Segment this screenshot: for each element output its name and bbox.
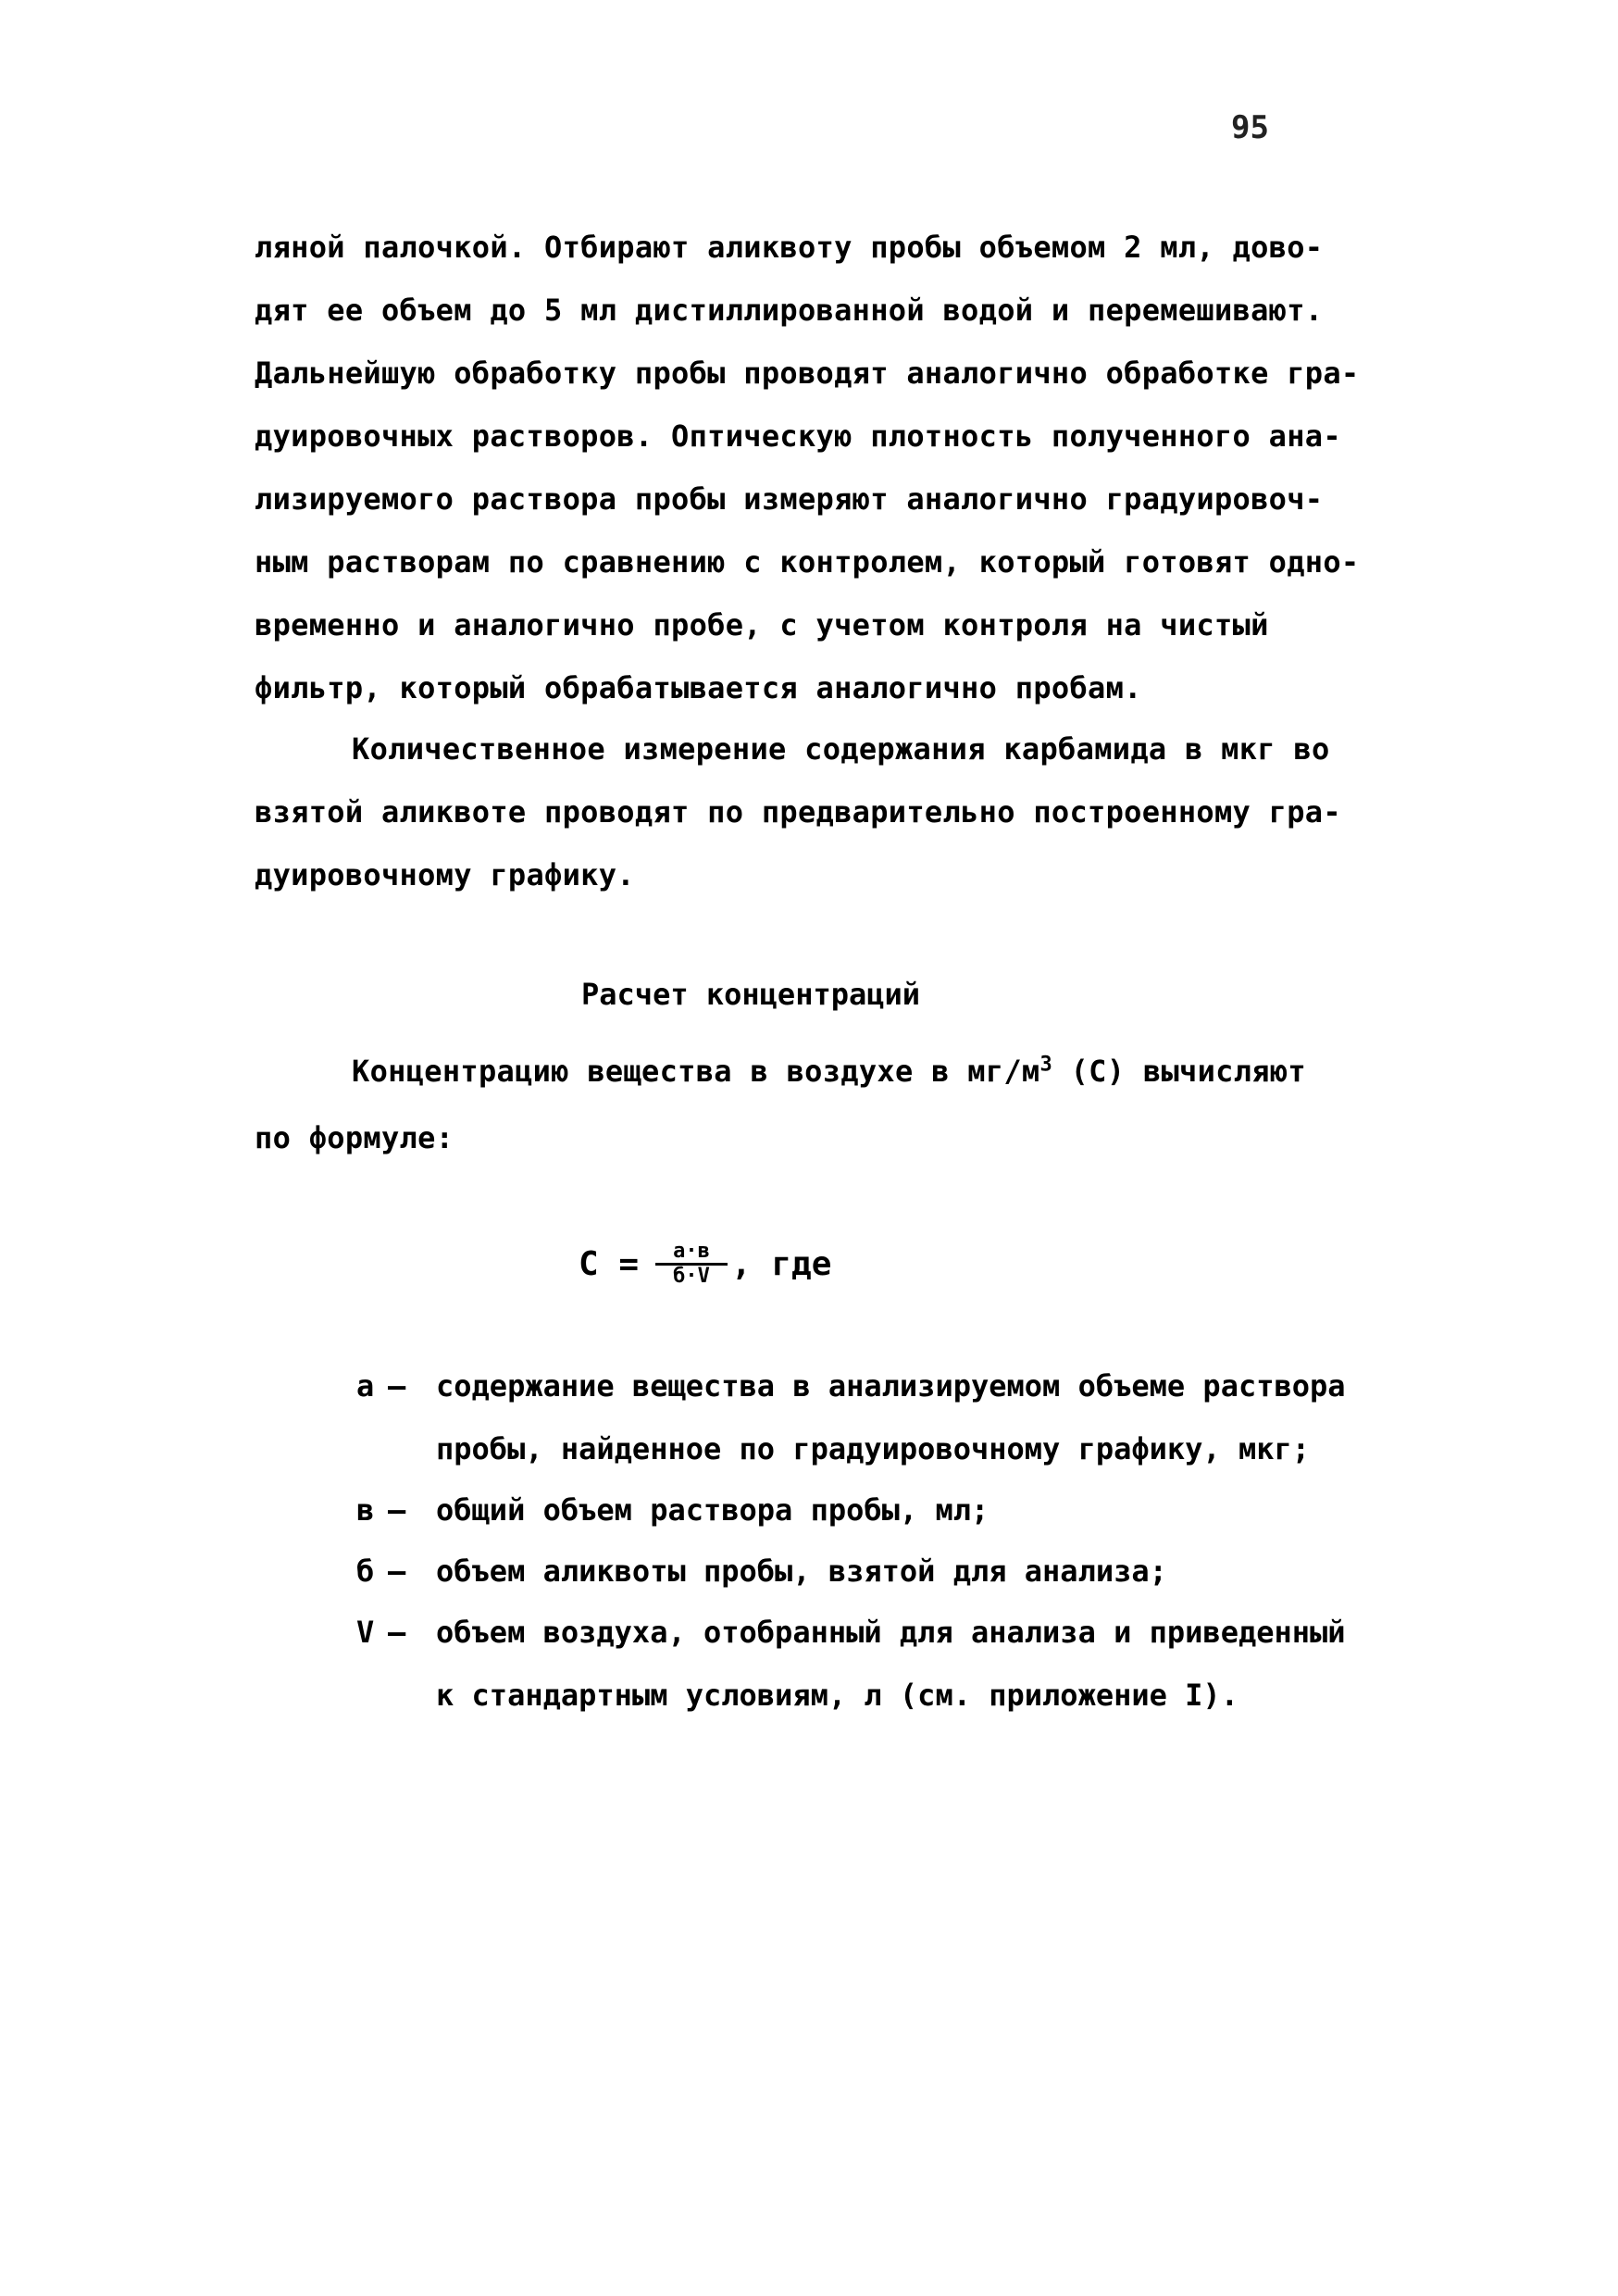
paragraph1-line: ляной палочкой. Отбирают аликвоту пробы объемом 2 мл, дово- [255,230,1324,265]
definition-text: общий объем раствора пробы, мл; [436,1492,989,1528]
definition-dash: – [388,1615,406,1650]
definition-item [356,1615,1346,1650]
paragraph2-line: взятой аликвоте проводят по предварительно построенному гра- [255,794,1341,830]
formula-intro-line [352,1054,1306,1089]
paragraph1-line: фильтр, который обрабатывается аналогично пробам. [255,670,1142,705]
definition-dash: – [388,1492,406,1528]
section-heading: Расчет концентраций [581,977,921,1012]
paragraph1-line: ным растворам по сравнению с контролем, который готовят одно- [255,544,1360,580]
formula-intro-line2: по формуле: [255,1120,454,1155]
definition-text: объем воздуха, отобранный для анализа и приведенный [436,1615,1346,1650]
intro-text-end: (С) вычисляют [1052,1054,1306,1089]
definition-symbol: в [356,1492,375,1528]
definition-dash: – [388,1554,406,1589]
definition-symbol: б [356,1554,375,1589]
formula-denominator: б·V [673,1264,710,1288]
paragraph1-line: дят ее объем до 5 мл дистиллированной водой и перемешивают. [255,293,1324,328]
intro-text: Концентрацию вещества в воздухе в мг/м [352,1054,1040,1089]
definition-item [356,1492,989,1528]
paragraph2-line: Количественное измерение содержания карбамида в мкг во [352,731,1330,767]
formula-lhs: С = [579,1244,640,1283]
paragraph2-line: дуировочному графику. [255,857,635,892]
definition-item [356,1554,1167,1589]
formula-numerator: а·в [673,1239,710,1263]
definition-dash: – [388,1368,406,1404]
definition-text-continued: пробы, найденное по градуировочному графику, мкг; [436,1431,1311,1466]
paragraph1-line: лизируемого раствора пробы измеряют аналогично градуировоч- [255,481,1324,517]
definition-symbol: а [356,1368,375,1404]
page-number: 95 [1231,109,1269,146]
unit-superscript: 3 [1039,1053,1053,1077]
definition-text: содержание вещества в анализируемом объеме раствора [436,1368,1346,1404]
formula-suffix: , где [731,1244,832,1283]
definition-item [356,1368,1346,1404]
definition-text-continued: к стандартным условиям, л (см. приложение I). [436,1678,1238,1713]
paragraph1-line: дуировочных растворов. Оптическую плотность полученного ана- [255,418,1341,454]
formula-fraction [655,1241,728,1288]
paragraph1-line: временно и аналогично пробе, с учетом контроля на чистый [255,607,1269,643]
definition-symbol: V [356,1615,375,1650]
paragraph1-line: Дальнейшую обработку пробы проводят аналогично обработке гра- [255,356,1360,391]
concentration-formula [579,1227,831,1301]
definition-text: объем аликвоты пробы, взятой для анализа; [436,1554,1167,1589]
